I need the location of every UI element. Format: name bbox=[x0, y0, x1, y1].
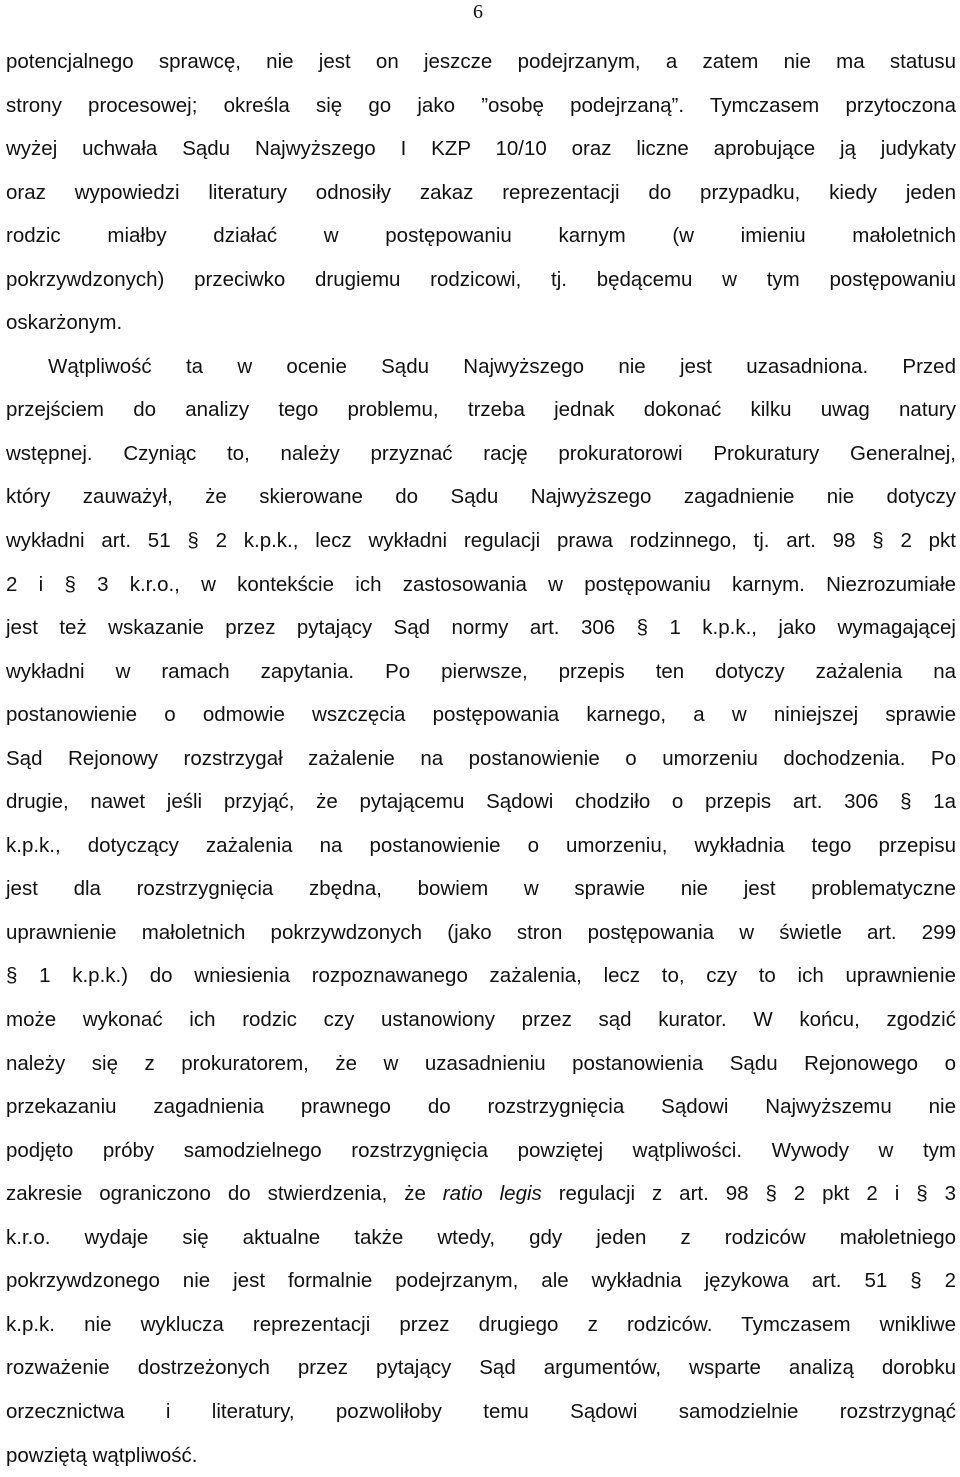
text-line: powziętą wątpliwość. bbox=[6, 1434, 956, 1477]
text-line: drugie, nawet jeśli przyjąć, że pytającemu Sądowi chodziło o przepis art. 306 § 1a bbox=[6, 780, 956, 824]
text-line: Sąd Rejonowy rozstrzygał zażalenie na postanowienie o umorzeniu dochodzenia. Po bbox=[6, 737, 956, 781]
text-line: wstępnej. Czyniąc to, należy przyznać rację prokuratorowi Prokuratury Generalnej, bbox=[6, 432, 956, 476]
text-line: potencjalnego sprawcę, nie jest on jeszcze podejrzanym, a zatem nie ma statusu bbox=[6, 40, 956, 84]
text-line: Wątpliwość ta w ocenie Sądu Najwyższego nie jest uzasadniona. Przed bbox=[6, 345, 956, 389]
text-line: orzecznictwa i literatury, pozwoliłoby temu Sądowi samodzielnie rozstrzygnąć bbox=[6, 1390, 956, 1434]
text-segment: zakresie ograniczono do stwierdzenia, że bbox=[6, 1182, 443, 1205]
text-line: jest też wskazanie przez pytający Sąd normy art. 306 § 1 k.p.k., jako wymagającej bbox=[6, 606, 956, 650]
text-line: wykładni w ramach zapytania. Po pierwsze, przepis ten dotyczy zażalenia na bbox=[6, 650, 956, 694]
text-line: rodzic miałby działać w postępowaniu karnym (w imieniu małoletnich bbox=[6, 214, 956, 258]
text-line: 2 i § 3 k.r.o., w kontekście ich zastosowania w postępowaniu karnym. Niezrozumiałe bbox=[6, 563, 956, 607]
text-line: oskarżonym. bbox=[6, 301, 956, 345]
text-line: uprawnienie małoletnich pokrzywdzonych (jako stron postępowania w świetle art. 299 bbox=[6, 911, 956, 955]
text-line: postanowienie o odmowie wszczęcia postępowania karnego, a w niniejszej sprawie bbox=[6, 693, 956, 737]
text-line: wyżej uchwała Sądu Najwyższego I KZP 10/10 oraz liczne aprobujące ją judykaty bbox=[6, 127, 956, 171]
text-line: pokrzywdzonych) przeciwko drugiemu rodzicowi, tj. będącemu w tym postępowaniu bbox=[6, 258, 956, 302]
text-line: jest dla rozstrzygnięcia zbędna, bowiem w sprawie nie jest problematyczne bbox=[6, 867, 956, 911]
text-segment: regulacji z art. 98 § 2 pkt 2 i § 3 bbox=[542, 1182, 956, 1205]
text-line: przejściem do analizy tego problemu, trzeba jednak dokonać kilku uwag natury bbox=[6, 388, 956, 432]
text-line: wykładni art. 51 § 2 k.p.k., lecz wykładni regulacji prawa rodzinnego, tj. art. 98 § 2 pkt bbox=[6, 519, 956, 563]
italic-term: ratio legis bbox=[443, 1182, 542, 1205]
text-line: rozważenie dostrzeżonych przez pytający Sąd argumentów, wsparte analizą dorobku bbox=[6, 1346, 956, 1390]
page-number: 6 bbox=[473, 0, 483, 24]
text-line: k.r.o. wydaje się aktualne także wtedy, gdy jeden z rodziców małoletniego bbox=[6, 1216, 956, 1260]
text-line: § 1 k.p.k.) do wniesienia rozpoznawanego zażalenia, lecz to, czy to ich uprawnienie bbox=[6, 954, 956, 998]
text-line: który zauważył, że skierowane do Sądu Najwyższego zagadnienie nie dotyczy bbox=[6, 475, 956, 519]
text-line: k.p.k. nie wyklucza reprezentacji przez drugiego z rodziców. Tymczasem wnikliwe bbox=[6, 1303, 956, 1347]
text-line: oraz wypowiedzi literatury odnosiły zakaz reprezentacji do przypadku, kiedy jeden bbox=[6, 171, 956, 215]
text-line: przekazaniu zagadnienia prawnego do rozstrzygnięcia Sądowi Najwyższemu nie bbox=[6, 1085, 956, 1129]
text-line: strony procesowej; określa się go jako ”osobę podejrzaną”. Tymczasem przytoczona bbox=[6, 84, 956, 128]
body-text bbox=[6, 40, 956, 1477]
text-line: k.p.k., dotyczący zażalenia na postanowienie o umorzeniu, wykładnia tego przepisu bbox=[6, 824, 956, 868]
text-line: podjęto próby samodzielnego rozstrzygnięcia powziętej wątpliwości. Wywody w tym bbox=[6, 1129, 956, 1173]
text-line: może wykonać ich rodzic czy ustanowiony przez sąd kurator. W końcu, zgodzić bbox=[6, 998, 956, 1042]
text-line: należy się z prokuratorem, że w uzasadnieniu postanowienia Sądu Rejonowego o bbox=[6, 1042, 956, 1086]
text-line bbox=[6, 1172, 956, 1216]
text-line: pokrzywdzonego nie jest formalnie podejrzanym, ale wykładnia językowa art. 51 § 2 bbox=[6, 1259, 956, 1303]
